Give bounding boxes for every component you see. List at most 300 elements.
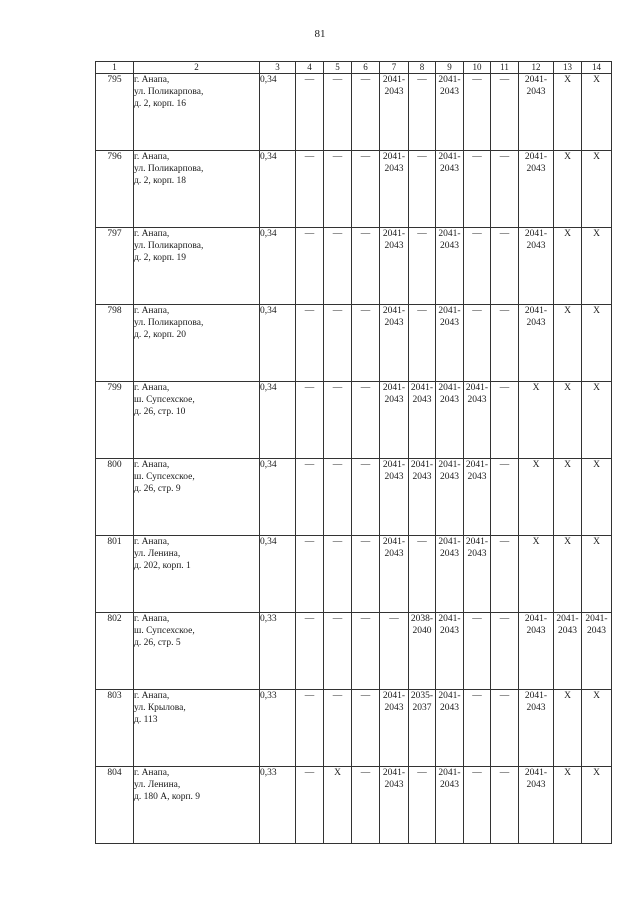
period-cell — [554, 536, 582, 613]
address-line: ул. Поликарпова, — [134, 318, 204, 328]
period-text: 2043 — [440, 780, 459, 790]
period-text: 2043 — [467, 549, 487, 559]
period-text: — — [304, 75, 315, 85]
period-cell — [380, 459, 409, 536]
period-text: 2041- — [465, 537, 489, 547]
period-text: — — [304, 306, 315, 316]
address-cell — [134, 382, 260, 459]
address-line: ул. Поликарпова, — [134, 87, 204, 97]
period-text: — — [332, 306, 343, 316]
table-row — [96, 382, 612, 459]
period-cell — [380, 613, 409, 690]
period-cell — [582, 74, 612, 151]
period-text: X — [532, 537, 540, 547]
period-text: 2041- — [524, 691, 548, 701]
period-text: 2041- — [438, 75, 461, 85]
period-cell — [296, 690, 324, 767]
address-line: ул. Поликарпова, — [134, 164, 204, 174]
period-cell — [436, 613, 464, 690]
column-header: 14 — [582, 62, 612, 74]
period-text: — — [360, 229, 371, 239]
period-text: — — [304, 152, 315, 162]
period-cell — [554, 228, 582, 305]
period-text: 2041- — [382, 306, 406, 316]
period-text: — — [417, 306, 427, 316]
period-text: — — [472, 229, 482, 239]
period-cell — [409, 690, 436, 767]
address-line: д. 26, стр. 5 — [134, 638, 181, 648]
period-text: 2041- — [524, 152, 548, 162]
period-text: X — [532, 460, 540, 470]
period-text: 2041- — [410, 383, 434, 393]
period-text: 2041- — [438, 768, 461, 778]
period-text: 2043 — [558, 626, 577, 636]
period-text: — — [499, 152, 510, 162]
period-cell — [554, 74, 582, 151]
period-text: — — [360, 383, 371, 393]
period-cell — [352, 690, 380, 767]
period-cell — [436, 690, 464, 767]
address-line: д. 26, стр. 9 — [134, 484, 181, 494]
period-cell — [380, 382, 409, 459]
period-text: — — [360, 691, 371, 701]
period-cell — [582, 151, 612, 228]
period-cell — [324, 767, 352, 844]
address-line: г. Анапа, — [134, 691, 170, 701]
period-text: 2041- — [382, 537, 406, 547]
period-cell — [380, 74, 409, 151]
period-cell — [352, 459, 380, 536]
period-text: 2041- — [438, 229, 461, 239]
period-text: X — [593, 306, 600, 316]
period-text: — — [389, 614, 399, 624]
period-cell — [464, 382, 491, 459]
row-number: 796 — [96, 151, 134, 228]
period-text: — — [332, 460, 343, 470]
period-text: — — [360, 306, 371, 316]
column-header: 4 — [296, 62, 324, 74]
period-text: — — [472, 614, 482, 624]
period-cell — [380, 228, 409, 305]
period-text: — — [332, 537, 343, 547]
period-text: 2043 — [526, 626, 546, 636]
period-cell — [582, 536, 612, 613]
period-text: — — [499, 306, 510, 316]
address-cell — [134, 536, 260, 613]
period-cell — [464, 151, 491, 228]
period-text: X — [564, 152, 571, 162]
period-cell — [582, 305, 612, 382]
period-text: 2043 — [440, 241, 459, 251]
period-cell — [352, 536, 380, 613]
period-cell — [519, 382, 554, 459]
row-number: 799 — [96, 382, 134, 459]
address-line: д. 2, корп. 18 — [134, 176, 187, 186]
period-text: X — [334, 768, 341, 778]
address-line: ул. Ленина, — [134, 780, 181, 790]
period-text: — — [304, 229, 315, 239]
period-text: — — [472, 768, 482, 778]
period-text: 2043 — [526, 780, 546, 790]
period-cell — [380, 690, 409, 767]
column-header: 12 — [519, 62, 554, 74]
address-line: ул. Крылова, — [134, 703, 186, 713]
period-text: X — [593, 383, 600, 393]
period-text: 2043 — [440, 87, 459, 97]
period-cell — [464, 74, 491, 151]
period-cell — [582, 613, 612, 690]
period-cell — [519, 228, 554, 305]
period-text: X — [593, 537, 600, 547]
period-text: 2043 — [384, 703, 404, 713]
address-line: ул. Ленина, — [134, 549, 181, 559]
period-cell — [554, 613, 582, 690]
table-row — [96, 767, 612, 844]
period-text: X — [564, 537, 571, 547]
column-header: 7 — [380, 62, 409, 74]
period-text: — — [360, 768, 371, 778]
period-text: — — [304, 537, 315, 547]
period-cell — [296, 305, 324, 382]
area-value: 0,33 — [260, 613, 296, 690]
period-text: 2043 — [467, 472, 487, 482]
period-cell — [409, 767, 436, 844]
period-cell — [352, 74, 380, 151]
period-cell — [324, 228, 352, 305]
address-line: ш. Супсехское, — [134, 395, 195, 405]
period-cell — [296, 151, 324, 228]
area-value: 0,34 — [260, 228, 296, 305]
period-cell — [352, 151, 380, 228]
period-cell — [436, 767, 464, 844]
period-text: — — [332, 229, 343, 239]
period-text: 2043 — [384, 164, 404, 174]
period-cell — [519, 459, 554, 536]
period-text: 2043 — [440, 626, 459, 636]
table-row — [96, 536, 612, 613]
period-text: 2041- — [585, 614, 608, 624]
period-text: — — [360, 460, 371, 470]
period-cell — [409, 613, 436, 690]
row-number: 798 — [96, 305, 134, 382]
period-text: 2043 — [384, 472, 404, 482]
address-line: г. Анапа, — [134, 768, 170, 778]
address-line: г. Анапа, — [134, 460, 170, 470]
period-text: — — [417, 537, 427, 547]
period-cell — [519, 74, 554, 151]
period-text: — — [472, 75, 482, 85]
period-text: — — [304, 460, 315, 470]
area-value: 0,34 — [260, 151, 296, 228]
period-text: 2041- — [524, 768, 548, 778]
period-cell — [464, 767, 491, 844]
period-text: 2041- — [556, 614, 579, 624]
address-line: д. 202, корп. 1 — [134, 561, 191, 571]
address-line: г. Анапа, — [134, 537, 170, 547]
period-text: 2041- — [382, 383, 406, 393]
column-header: 9 — [436, 62, 464, 74]
period-text: 2043 — [384, 241, 404, 251]
table-row — [96, 305, 612, 382]
period-cell — [436, 459, 464, 536]
period-text: — — [304, 614, 315, 624]
period-cell — [582, 228, 612, 305]
period-text: — — [332, 691, 343, 701]
column-header: 10 — [464, 62, 491, 74]
address-line: г. Анапа, — [134, 229, 170, 239]
period-text: 2040 — [412, 626, 432, 636]
period-text: X — [564, 383, 571, 393]
address-cell — [134, 767, 260, 844]
period-cell — [296, 613, 324, 690]
period-text: X — [564, 75, 571, 85]
column-header: 8 — [409, 62, 436, 74]
column-header: 2 — [134, 62, 260, 74]
period-text: 2041- — [382, 75, 406, 85]
period-cell — [491, 74, 519, 151]
period-cell — [352, 767, 380, 844]
period-cell — [554, 690, 582, 767]
period-cell — [519, 536, 554, 613]
row-number: 795 — [96, 74, 134, 151]
area-value: 0,34 — [260, 74, 296, 151]
address-line: ш. Супсехское, — [134, 626, 195, 636]
period-text: 2043 — [440, 395, 459, 405]
page-number: 81 — [314, 28, 326, 40]
area-value: 0,33 — [260, 767, 296, 844]
column-header: 5 — [324, 62, 352, 74]
period-text: 2041- — [524, 75, 548, 85]
period-text: 2041- — [438, 460, 461, 470]
address-line: г. Анапа, — [134, 306, 170, 316]
period-cell — [324, 690, 352, 767]
period-cell — [324, 74, 352, 151]
period-cell — [582, 459, 612, 536]
period-text: 2043 — [467, 395, 487, 405]
period-text: — — [304, 691, 315, 701]
area-value: 0,34 — [260, 536, 296, 613]
period-cell — [352, 228, 380, 305]
period-text: 2043 — [526, 241, 546, 251]
period-text: 2041- — [438, 306, 461, 316]
period-text: — — [360, 614, 371, 624]
period-text: — — [472, 152, 482, 162]
period-cell — [296, 536, 324, 613]
period-text: X — [564, 768, 571, 778]
period-text: 2043 — [384, 87, 404, 97]
period-cell — [380, 536, 409, 613]
period-text: 2043 — [587, 626, 606, 636]
address-cell — [134, 459, 260, 536]
table-header-row — [96, 62, 612, 74]
period-cell — [296, 228, 324, 305]
period-text: — — [332, 75, 343, 85]
row-number: 801 — [96, 536, 134, 613]
period-text: X — [593, 768, 600, 778]
register-table — [95, 61, 612, 844]
period-text: — — [499, 537, 510, 547]
period-text: — — [304, 768, 315, 778]
table-row — [96, 228, 612, 305]
period-text: X — [532, 383, 540, 393]
period-text: X — [593, 75, 600, 85]
period-cell — [519, 613, 554, 690]
period-text: 2041- — [382, 691, 406, 701]
period-cell — [436, 151, 464, 228]
period-text: 2041- — [438, 383, 461, 393]
period-cell — [296, 767, 324, 844]
period-text: 2043 — [526, 164, 546, 174]
period-cell — [352, 305, 380, 382]
period-cell — [409, 74, 436, 151]
period-cell — [436, 305, 464, 382]
period-text: — — [417, 768, 427, 778]
period-text: — — [472, 691, 482, 701]
period-text: 2041- — [382, 229, 406, 239]
period-text: 2043 — [412, 472, 432, 482]
period-cell — [491, 459, 519, 536]
period-cell — [436, 382, 464, 459]
period-cell — [409, 151, 436, 228]
period-cell — [409, 459, 436, 536]
area-value: 0,34 — [260, 305, 296, 382]
period-text: X — [593, 691, 600, 701]
period-text: 2038- — [410, 614, 434, 624]
period-cell — [554, 151, 582, 228]
period-text: 2041- — [524, 306, 548, 316]
area-value: 0,33 — [260, 690, 296, 767]
period-cell — [380, 151, 409, 228]
period-cell — [296, 459, 324, 536]
address-line: д. 180 А, корп. 9 — [134, 792, 201, 802]
period-cell — [436, 228, 464, 305]
period-text: — — [304, 383, 315, 393]
period-text: 2041- — [382, 768, 406, 778]
column-header: 13 — [554, 62, 582, 74]
period-text: 2043 — [526, 318, 546, 328]
period-text: 2043 — [526, 703, 546, 713]
address-line: д. 2, корп. 20 — [134, 330, 187, 340]
period-cell — [554, 382, 582, 459]
table-row — [96, 613, 612, 690]
period-text: 2043 — [384, 549, 404, 559]
period-cell — [324, 305, 352, 382]
period-cell — [519, 767, 554, 844]
period-text: 2043 — [440, 472, 459, 482]
period-cell — [491, 228, 519, 305]
table-row — [96, 74, 612, 151]
period-text: 2041- — [382, 460, 406, 470]
period-cell — [324, 151, 352, 228]
table-row — [96, 151, 612, 228]
period-cell — [324, 459, 352, 536]
column-header: 6 — [352, 62, 380, 74]
period-text: X — [564, 306, 571, 316]
row-number: 802 — [96, 613, 134, 690]
period-text: X — [564, 229, 571, 239]
column-header: 3 — [260, 62, 296, 74]
period-text: — — [499, 768, 510, 778]
table-row — [96, 690, 612, 767]
period-text: 2043 — [440, 318, 459, 328]
period-text: 2043 — [384, 318, 404, 328]
period-cell — [519, 690, 554, 767]
period-text: — — [332, 383, 343, 393]
period-text: — — [360, 537, 371, 547]
address-line: ул. Поликарпова, — [134, 241, 204, 251]
period-text: X — [564, 460, 571, 470]
row-number: 797 — [96, 228, 134, 305]
period-cell — [464, 459, 491, 536]
period-cell — [464, 690, 491, 767]
period-cell — [324, 536, 352, 613]
period-text: X — [593, 229, 600, 239]
period-cell — [409, 536, 436, 613]
address-line: г. Анапа, — [134, 383, 170, 393]
period-cell — [582, 690, 612, 767]
period-text: 2041- — [382, 152, 406, 162]
period-cell — [324, 382, 352, 459]
period-text: — — [499, 614, 510, 624]
period-cell — [296, 74, 324, 151]
period-cell — [464, 613, 491, 690]
period-text: 2043 — [384, 395, 404, 405]
address-line: д. 26, стр. 10 — [134, 407, 186, 417]
period-text: 2043 — [440, 164, 459, 174]
period-text: 2043 — [384, 780, 404, 790]
period-text: 2043 — [526, 87, 546, 97]
address-cell — [134, 305, 260, 382]
period-text: 2037 — [412, 703, 432, 713]
row-number: 804 — [96, 767, 134, 844]
address-line: д. 2, корп. 16 — [134, 99, 187, 109]
address-cell — [134, 151, 260, 228]
period-text: — — [360, 75, 371, 85]
period-cell — [491, 382, 519, 459]
area-value: 0,34 — [260, 382, 296, 459]
area-value: 0,34 — [260, 459, 296, 536]
period-cell — [491, 151, 519, 228]
period-text: 2041- — [438, 537, 461, 547]
period-cell — [352, 382, 380, 459]
period-text: 2041- — [524, 614, 548, 624]
period-cell — [380, 305, 409, 382]
period-cell — [519, 151, 554, 228]
address-line: д. 2, корп. 19 — [134, 253, 187, 263]
column-header: 1 — [96, 62, 134, 74]
period-text: — — [360, 152, 371, 162]
period-text: X — [564, 691, 571, 701]
table-row — [96, 459, 612, 536]
period-text: — — [499, 75, 510, 85]
period-cell — [491, 690, 519, 767]
period-cell — [352, 613, 380, 690]
period-cell — [582, 767, 612, 844]
address-cell — [134, 74, 260, 151]
period-text: — — [417, 229, 427, 239]
period-cell — [409, 228, 436, 305]
address-line: г. Анапа, — [134, 152, 170, 162]
address-line: ш. Супсехское, — [134, 472, 195, 482]
period-text: 2043 — [412, 395, 432, 405]
address-cell — [134, 690, 260, 767]
period-cell — [409, 382, 436, 459]
period-text: 2035- — [410, 691, 434, 701]
period-text: — — [499, 383, 510, 393]
address-cell — [134, 228, 260, 305]
period-cell — [582, 382, 612, 459]
period-cell — [554, 767, 582, 844]
